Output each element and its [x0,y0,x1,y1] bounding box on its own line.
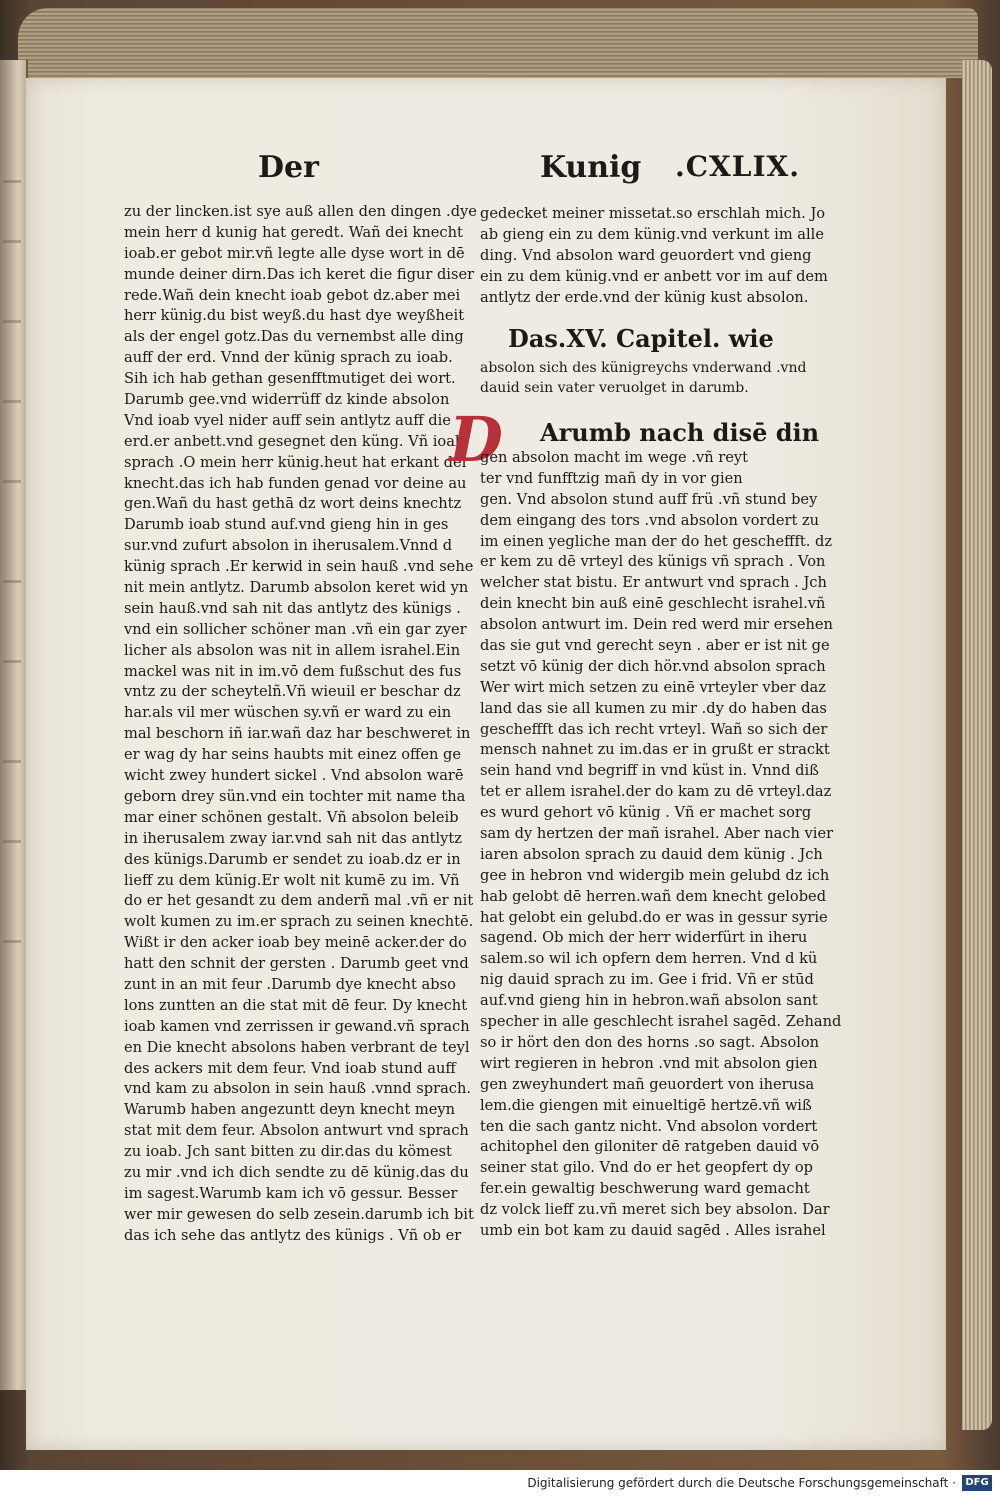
text-line: ab gieng ein zu dem künig.vnd verkunt im alle [480,225,824,243]
chapter-first-line: Arumb nach disē din [540,418,820,447]
running-head-middle: Kunig [540,150,642,185]
text-line: knecht.das ich hab funden genad vor deine au [124,474,467,492]
text-line: als der engel gotz.Das du vernembst alle ding [124,328,464,346]
chapter-summary-line: absolon sich des künigreychs vnderwand .vnd [480,360,807,376]
text-line: gee in hebron vnd widergib mein gelubd dz ich [480,866,830,884]
text-line: hatt den schnit der gersten . Darumb geet vnd [124,955,469,973]
text-line: vntz zu der scheytelñ.Vñ wieuil er beschar dz [124,683,461,701]
text-line: Wer wirt mich setzen zu einē vrteyler vber daz [480,678,826,696]
text-line: en Die knecht absolons haben verbrant de teyl [124,1038,470,1056]
text-line: sagend. Ob mich der herr widerfürt in iheru [480,929,808,947]
text-line: mensch nahnet zu im.das er in grußt er strackt [480,741,830,759]
text-line: lieff zu dem künig.Er wolt nit kumē zu im. Vñ [124,871,460,889]
text-line: Darumb gee.vnd widerrüff dz kinde absolon [124,391,450,409]
text-line: tet er allem israhel.der do kam zu dē vrteyl.daz [480,783,832,801]
text-line: Wißt ir den acker ioab bey meinē acker.der do [124,934,467,952]
text-line: ein zu dem künig.vnd er anbett vor im auf dem [480,267,828,285]
running-head [0,150,1000,200]
text-line: zu der lincken.ist sye auß allen den dingen .dye [124,203,477,220]
text-line: lons zuntten an die stat mit dē feur. Dy knecht [124,996,468,1014]
chapter-summary-line: dauid sein vater veruolget in darumb. [480,380,749,396]
text-line: das sie gut vnd gerecht seyn . aber er ist nit ge [480,637,830,655]
text-line: gen. Vnd absolon stund auff frü .vñ stund bey [480,490,818,508]
text-line: so ir hört den don des horns .so sagt. Absolon [480,1033,820,1051]
text-line: im einen yegliche man der do het gescheffft. dz [480,532,833,550]
text-line: er wag dy har seins haubts mit einez offen ge [124,746,462,764]
text-line: munde deiner dirn.Das ich keret die figur diser [124,265,475,283]
text-line: gen zweyhundert mañ geuordert von iherusa [480,1075,815,1093]
text-line: künig sprach .Er kerwid in sein hauß .vnd sehe [124,558,474,576]
facing-page-edge [0,60,28,1390]
text-line: auf.vnd gieng hin in hebron.wañ absolon sant [480,992,818,1010]
text-line: mar einer schönen gestalt. Vñ absolon beleib [124,808,459,826]
text-line: nit mein antlytz. Darumb absolon keret wid yn [124,579,469,597]
text-line: ten die sach gantz nicht. Vnd absolon vordert [480,1117,818,1135]
text-line: Vnd ioab vyel nider auff sein antlytz auff die [124,411,451,429]
dfg-logo: DFG [962,1475,992,1491]
text-line: lem.die giengen mit einueltigē hertzē.vñ wiß [480,1096,812,1114]
text-line: zu ioab. Jch sant bitten zu dir.das du kömest [124,1143,452,1161]
text-line: fer.ein gewaltig beschwerung ward gemacht [480,1180,810,1198]
text-line: har.als vil mer wüschen sy.vñ er ward zu ein [124,704,452,722]
text-line: stat mit dem feur. Absolon antwurt vnd sprach [124,1122,469,1140]
text-line: sur.vnd zufurt absolon in iherusalem.Vnnd d [124,537,453,555]
text-line: do er het gesandt zu dem anderñ mal .vñ er nit [124,892,474,910]
text-line: ioab.er gebot mir.vñ legte alle dyse wort in dē [124,244,465,262]
text-line: gescheffft das ich recht vrteyl. Wañ so sich der [480,720,828,738]
text-line: in iherusalem zway iar.vnd sah nit das antlytz [124,829,462,847]
text-line: zunt in an mit feur .Darumb dye knecht abso [124,975,456,993]
text-line: es wurd gehort vō künig . Vñ er machet sorg [480,804,812,822]
text-line: wirt regieren in hebron .vnd mit absolon gien [480,1054,818,1072]
text-line: Sih ich hab gethan gesenfftmutiget dei wort. [124,370,456,388]
text-line: nig dauid sprach zu im. Gee i frid. Vñ er stūd [480,971,814,989]
text-line: dz volck lieff zu.vñ meret sich bey absolon. Dar [480,1201,830,1219]
text-line: mackel was nit in im.vō dem fußschut des fus [124,662,462,680]
text-line: gedecket meiner missetat.so erschlah mich. Jo [480,205,826,222]
text-line: er kem zu dē vrteyl des künigs vñ sprach . Von [480,553,826,571]
text-line: seiner stat gilo. Vnd do er het geopfert dy op [480,1159,813,1177]
right-text-column-body [480,448,842,1242]
text-line: vnd ein sollicher schöner man .vñ ein gar zyer [124,620,467,638]
text-line: wicht zwey hundert sickel . Vnd absolon warē [124,767,464,785]
right-text-column-top [480,204,828,308]
text-line: vnd kam zu absolon in sein hauß .vnnd sprach. [124,1080,471,1098]
text-line: ding. Vnd absolon ward geuordert vnd gieng [480,246,812,264]
text-line: hab gelobt dē herren.wañ dem knecht gelobed [480,887,827,905]
red-initial-letter: D [449,403,503,476]
text-line: des ackers mit dem feur. Vnd ioab stund auff [124,1059,456,1077]
text-line: licher als absolon was nit in allem israhel.Ein [124,641,461,659]
text-line: zu mir .vnd ich dich sendte zu dē künig.das du [124,1163,469,1181]
text-line: land das sie all kumen zu mir .dy do haben das [480,699,827,717]
chapter-heading: Das.XV. Capitel. wie [508,324,774,353]
funding-credit: Digitalisierung gefördert durch die Deutsche Forschungsgemeinschaft · [527,1476,956,1490]
text-line: dem eingang des tors .vnd absolon vordert zu [480,511,820,529]
text-line: wer mir gewesen do selb zesein.darumb ich bit [124,1205,474,1223]
text-line: geborn drey sün.vnd ein tochter mit name tha [124,787,466,805]
text-line: gen.Wañ du hast gethā dz wort deins knechtz [124,495,462,513]
text-line: Darumb ioab stund auf.vnd gieng hin in ges [124,516,449,534]
text-line: rede.Wañ dein knecht ioab gebot dz.aber mei [124,286,461,304]
text-line: gen absolon macht im wege .vñ reyt [480,449,748,466]
text-line: iaren absolon sprach zu dauid dem künig . Jch [480,845,823,863]
chapter-summary [480,358,806,398]
text-line: sam dy hertzen der mañ israhel. Aber nach vier [480,825,834,843]
text-line: sein hand vnd begriff in vnd küst in. Vnnd diß [480,762,819,780]
footer-bar [0,1470,1000,1498]
text-line: achitophel den giloniter dē ratgeben dauid vō [480,1138,820,1156]
text-line: des künigs.Darumb er sendet zu ioab.dz er in [124,850,461,868]
folio-number: .CXLIX. [675,150,801,183]
running-head-left: Der [258,150,319,185]
text-line: specher in alle geschlecht israhel sagēd. Zehand [480,1013,842,1031]
text-line: ter vnd funfftzig mañ dy in vor gien [480,469,743,487]
text-line: erd.er anbett.vnd gesegnet den küng. Vñ ioab [124,432,465,450]
text-line: herr künig.du bist weyß.du hast dye weyßheit [124,307,465,325]
text-line: hat gelobt ein gelubd.do er was in gessur syrie [480,908,828,926]
text-line: welcher stat bistu. Er antwurt vnd sprach . Jch [480,574,827,592]
text-line: Warumb haben angezuntt deyn knecht meyn [124,1101,456,1119]
text-line: auff der erd. Vnnd der künig sprach zu ioab. [124,349,453,367]
text-line: dein knecht bin auß einē geschlecht israhel.vñ [480,595,826,613]
text-line: sprach .O mein herr künig.heut hat erkant dei [124,453,467,471]
text-line: umb ein bot kam zu dauid sagēd . Alles israhel [480,1221,826,1239]
text-line: antlytz der erde.vnd der künig kust absolon. [480,288,809,306]
text-line: absolon antwurt im. Dein red werd mir ersehen [480,616,833,634]
text-line: mein herr d kunig hat geredt. Wañ dei knecht [124,223,463,241]
text-line: ioab kamen vnd zerrissen ir gewand.vñ sprach [124,1017,470,1035]
text-line: sein hauß.vnd sah nit das antlytz des künigs . [124,599,461,617]
text-line: wolt kumen zu im.er sprach zu seinen knechtē. [124,913,474,931]
text-line: mal beschorn iñ iar.wañ daz har beschweret in [124,725,471,743]
page-edges-right [962,60,992,1430]
text-line: setzt vō künig der dich hör.vnd absolon sprach [480,657,826,675]
text-line: salem.so wil ich opfern dem herren. Vnd d kü [480,950,818,968]
text-line: das ich sehe das antlytz des künigs . Vñ ob er [124,1226,462,1244]
left-text-column [124,202,477,1247]
text-line: im sagest.Warumb kam ich vō gessur. Besser [124,1184,458,1202]
page-edges-top [18,8,978,78]
